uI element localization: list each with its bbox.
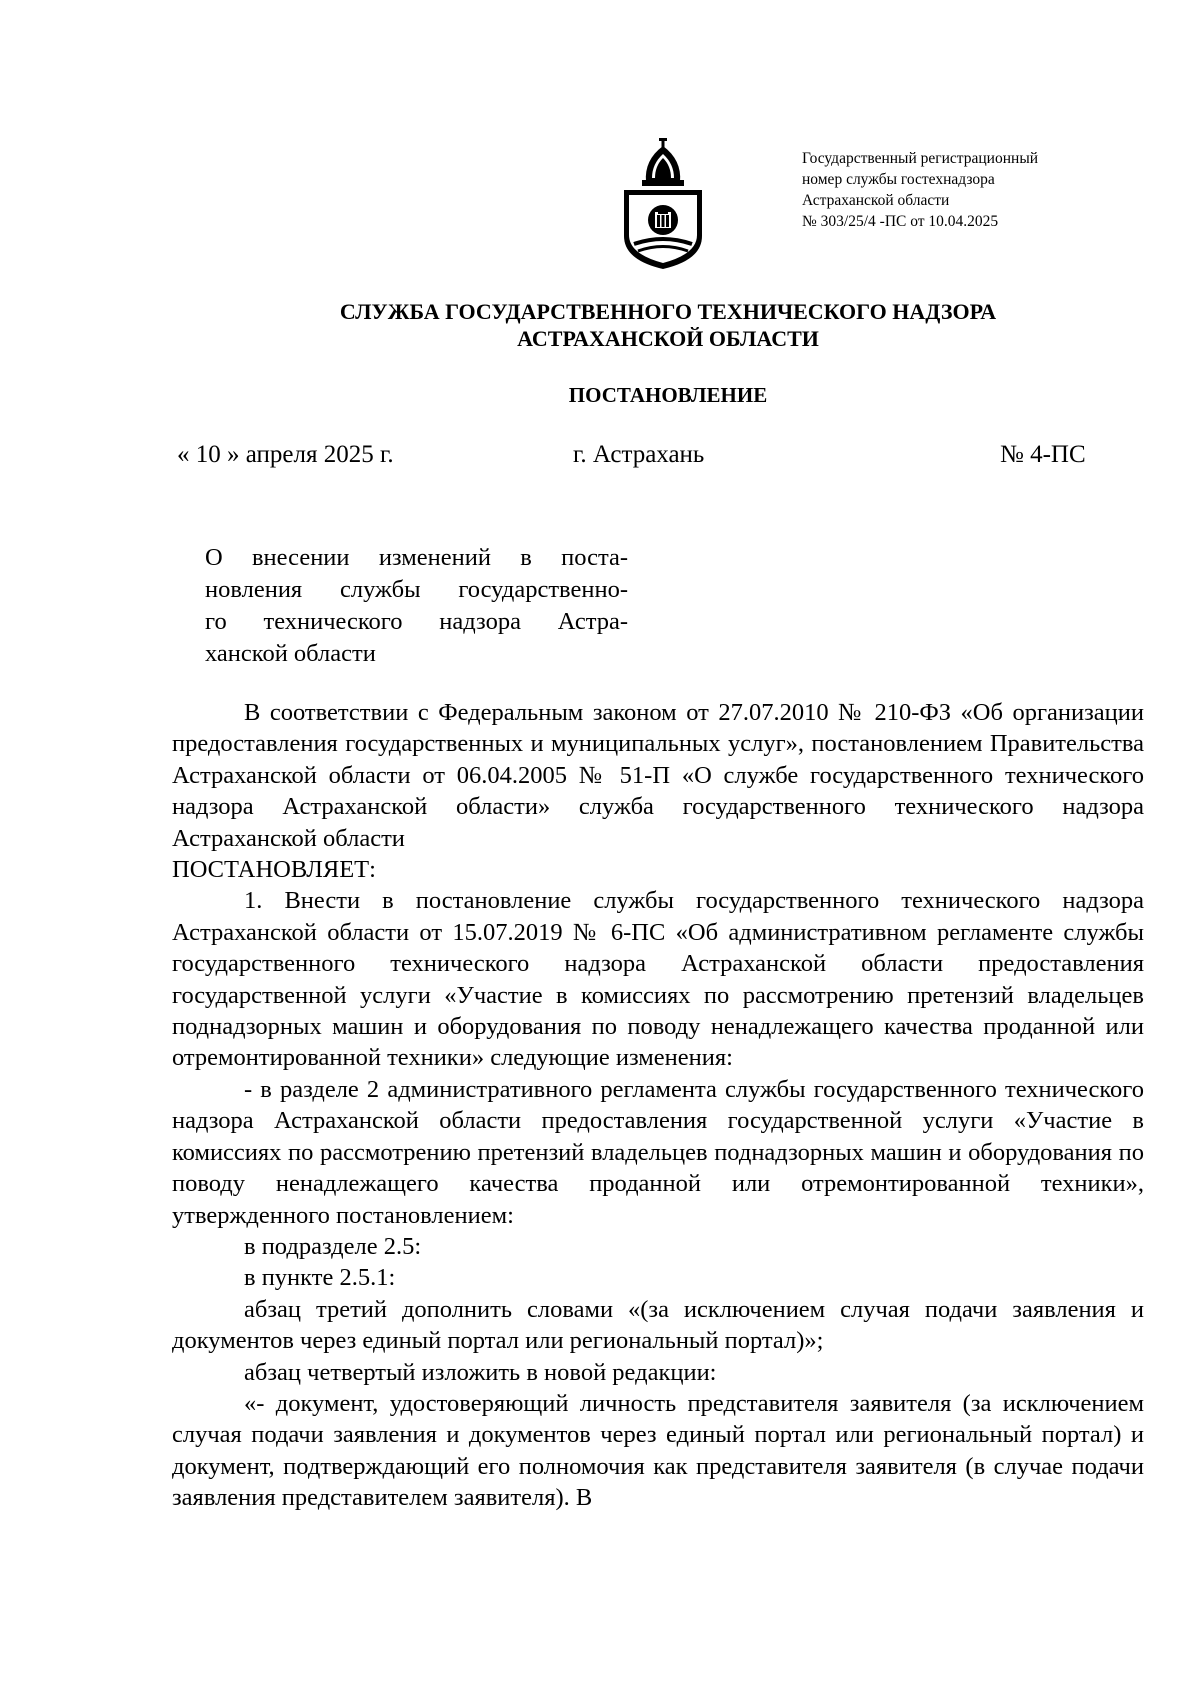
resolves-heading: ПОСТАНОВЛЯЕТ: bbox=[172, 856, 376, 884]
item-1-dash-paragraph: - в разделе 2 административного регламента службы государственного технического надзора Астраханской области предоставления государственной услуги «Участие в комиссиях по рассмотрению претензий владельцев поднадзорных машин и оборудования по поводу ненадлежащего качества проданной или отремонтированной техники», утвержденного постановлением: bbox=[172, 1075, 1144, 1229]
subject-line: новления службы государственно- bbox=[205, 576, 628, 603]
paragraph-three-amendment: абзац третий дополнить словами «(за исключением случая подачи заявления и документов через единый портал или региональный портал)»; bbox=[172, 1295, 1144, 1355]
organization-name bbox=[0, 298, 1200, 352]
item-1-paragraph: 1. Внести в постановление службы государственного технического надзора Астраханской области от 15.07.2019 № 6-ПС «Об административном регламенте службы государственного технического надзора Астраханской области предоставления государственной услуги «Участие в комиссиях по рассмотрению претензий владельцев поднадзорных машин и оборудования по поводу ненадлежащего качества проданной или отремонтированной техники» следующие изменения: bbox=[172, 887, 1144, 1072]
point-line: в пункте 2.5.1: bbox=[244, 1264, 396, 1292]
document-type: ПОСТАНОВЛЕНИЕ bbox=[568, 383, 768, 407]
registration-stamp bbox=[802, 148, 1172, 232]
document-subject bbox=[205, 542, 628, 670]
registration-line: номер службы гостехнадзора bbox=[802, 171, 995, 188]
paragraph-four-text: «- документ, удостоверяющий личность представителя заявителя (за исключением случая подачи заявления и документов через единый портал или региональный портал) и документ, подтверждающий его полномочия как представителя заявителя (в случае подачи заявления представителем заявителя). В bbox=[172, 1389, 1144, 1512]
registration-line: Государственный регистрационный bbox=[802, 150, 1039, 167]
document-date: « 10 » апреля 2025 г. bbox=[177, 441, 394, 468]
subject-line: го технического надзора Астра- bbox=[205, 608, 628, 635]
coat-of-arms-emblem bbox=[622, 138, 704, 270]
preamble-paragraph: В соответствии с Федеральным законом от 27.07.2010 № 210-ФЗ «Об организации предоставления государственных и муниципальных услуг», постановлением Правительства Астраханской области от 06.04.2005 № 51-П «О службе государственного технического надзора Астраханской области» служба государственного технического надзора Астраханской области bbox=[172, 699, 1144, 852]
registration-line: Астраханской области bbox=[802, 192, 950, 209]
document-body bbox=[172, 697, 1144, 1514]
document-city: г. Астрахань bbox=[573, 441, 705, 468]
organization-name-line1: СЛУЖБА ГОСУДАРСТВЕННОГО ТЕХНИЧЕСКОГО НАДЗОРА bbox=[339, 299, 997, 324]
document-number: № 4-ПС bbox=[1000, 441, 1086, 468]
subject-line: ханской области bbox=[205, 640, 376, 667]
paragraph-four-intro: абзац четвертый изложить в новой редакции: bbox=[244, 1358, 717, 1386]
organization-name-line2: АСТРАХАНСКОЙ ОБЛАСТИ bbox=[517, 326, 819, 351]
subject-line: О внесении изменений в поста- bbox=[205, 544, 628, 571]
subsection-line: в подразделе 2.5: bbox=[244, 1232, 422, 1260]
registration-number: № 303/25/4 -ПС от 10.04.2025 bbox=[802, 213, 999, 230]
